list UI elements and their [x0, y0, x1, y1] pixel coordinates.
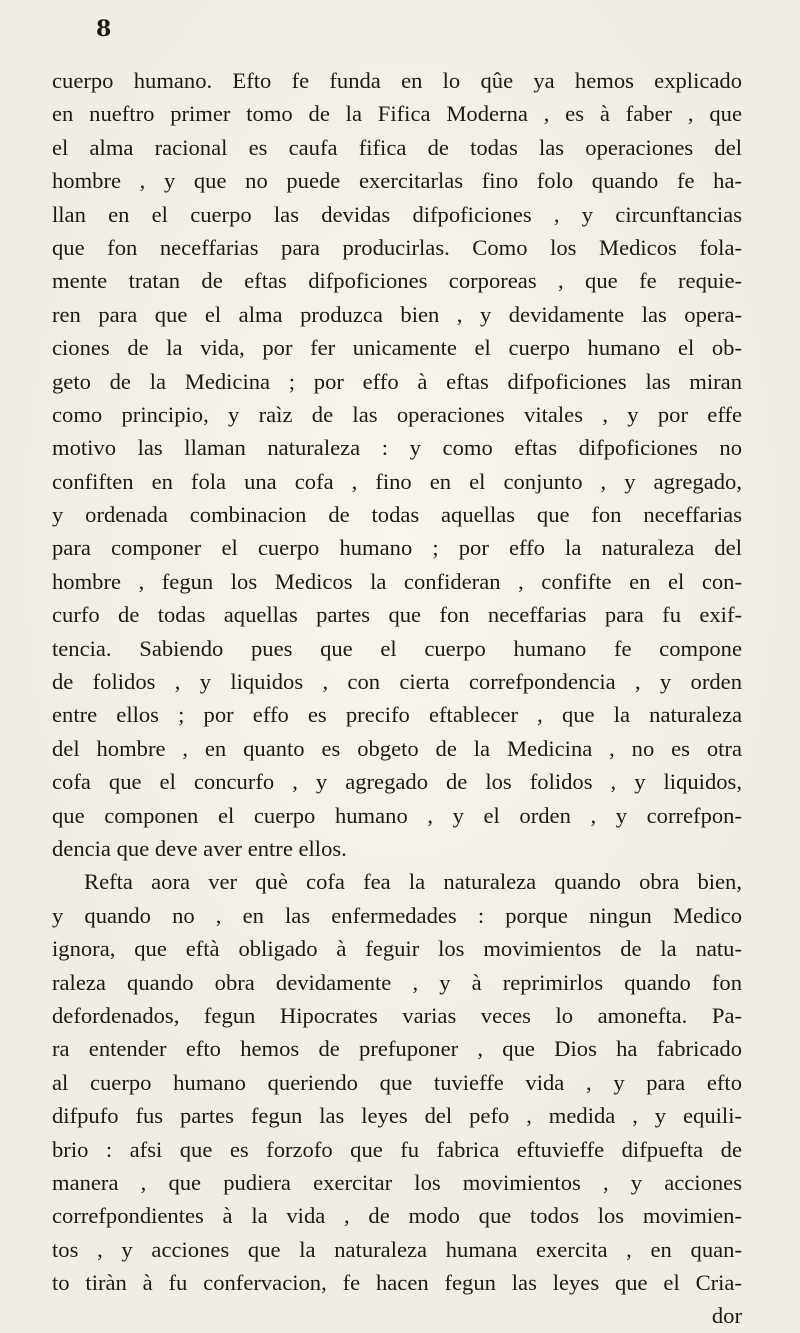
- text-line: cuerpo humano. Efto fe funda en lo qûe ya hemos explicado: [52, 68, 742, 93]
- text-line: difpufo fus partes fegun las leyes del pefo , medida , y equili-: [52, 1103, 742, 1129]
- text-line: al cuerpo humano queriendo que tuvieffe vida , y para efto: [52, 1069, 742, 1095]
- text-line: llan en el cuerpo las devidas difpoficiones , y circunftancias: [52, 201, 742, 227]
- text-line: que componen el cuerpo humano , y el orden , y correfpon-: [52, 802, 742, 828]
- text-line: confiften en fola una cofa , fino en el conjunto , y agregado,: [52, 468, 742, 494]
- text-line: ra entender efto hemos de prefuponer , que Dios ha fabricado: [52, 1036, 742, 1062]
- paragraph-end-line: dencia que deve aver entre ellos.: [52, 835, 347, 861]
- text-line: to tiràn à fu confervacion, fe hacen fegun las leyes que el Cria-: [52, 1270, 742, 1296]
- text-line: el alma racional es caufa fifica de todas las operaciones del: [52, 134, 742, 160]
- catchword: dor: [711, 1303, 742, 1329]
- text-line: como principio, y raìz de las operaciones vitales , y por effe: [52, 401, 742, 427]
- text-line: entre ellos ; por effo es precifo eftablecer , que la naturaleza: [52, 702, 742, 728]
- text-line: que fon neceffarias para producirlas. Como los Medicos fola-: [52, 234, 742, 260]
- text-line: del hombre , en quanto es obgeto de la Medicina , no es otra: [52, 735, 742, 761]
- body-text: [52, 64, 742, 1333]
- text-line: raleza quando obra devidamente , y à reprimirlos quando fon: [52, 969, 742, 995]
- text-line: en nueftro primer tomo de la Fifica Moderna , es à faber , que: [52, 101, 742, 127]
- text-line: motivo las llaman naturaleza : y como eftas difpoficiones no: [52, 435, 742, 461]
- text-line: tos , y acciones que la naturaleza humana exercita , en quan-: [52, 1236, 742, 1262]
- text-line: correfpondientes à la vida , de modo que todos los movimien-: [52, 1203, 742, 1229]
- text-line: mente tratan de eftas difpoficiones corporeas , que fe requie-: [52, 268, 742, 294]
- text-line: geto de la Medicina ; por effo à eftas difpoficiones las miran: [52, 368, 742, 394]
- text-line: ren para que el alma produzca bien , y devidamente las opera-: [52, 301, 742, 327]
- text-line: y ordenada combinacion de todas aquellas que fon neceffarias: [52, 502, 742, 528]
- text-line: defordenados, fegun Hipocrates varias veces lo amonefta. Pa-: [52, 1002, 742, 1028]
- text-line: de folidos , y liquidos , con cierta correfpondencia , y orden: [52, 669, 742, 695]
- text-line: brio : afsi que es forzofo que fu fabrica eftuvieffe difpuefta de: [52, 1136, 742, 1162]
- text-line: y quando no , en las enfermedades : porque ningun Medico: [52, 902, 742, 928]
- text-line: para componer el cuerpo humano ; por effo la naturaleza del: [52, 535, 742, 561]
- text-line: tencia. Sabiendo pues que el cuerpo humano fe compone: [52, 635, 742, 661]
- paragraph-start-line: Refta aora ver què cofa fea la naturaleza quando obra bien,: [84, 869, 742, 895]
- text-line: ciones de la vida, por fer unicamente el cuerpo humano el ob-: [52, 335, 742, 361]
- text-line: hombre , y que no puede exercitarlas fino folo quando fe ha-: [52, 168, 742, 194]
- text-line: hombre , fegun los Medicos la confideran , confifte en el con-: [52, 568, 742, 594]
- text-line: curfo de todas aquellas partes que fon neceffarias para fu exif-: [52, 602, 742, 628]
- text-line: manera , que pudiera exercitar los movimientos , y acciones: [52, 1169, 742, 1195]
- text-line: ignora, que eftà obligado à feguir los movimientos de la natu-: [52, 936, 742, 962]
- page-number: 8: [96, 16, 113, 42]
- text-line: cofa que el concurfo , y agregado de los folidos , y liquidos,: [52, 769, 742, 795]
